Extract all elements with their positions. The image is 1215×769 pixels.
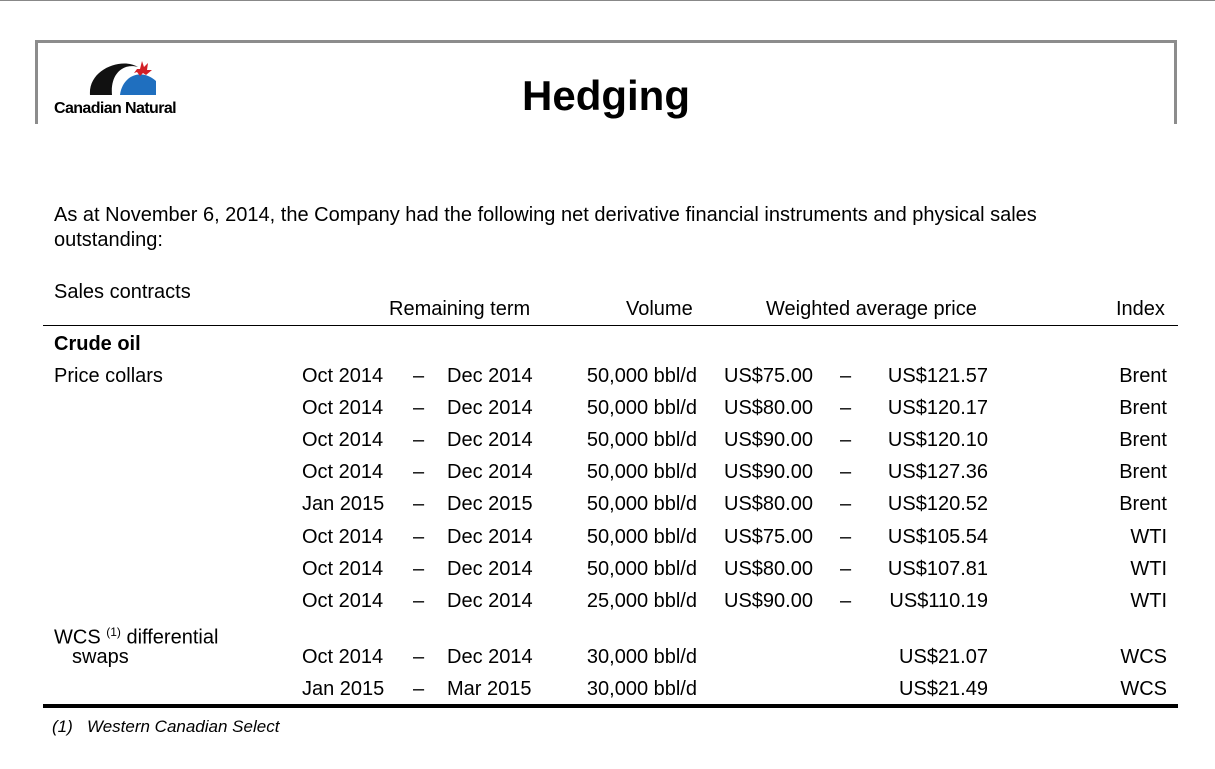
price-ceiling: US$110.19	[889, 589, 988, 612]
col-header-volume: Volume	[626, 298, 693, 320]
price-dash: –	[840, 397, 852, 420]
wcs-label-a: WCS	[54, 626, 101, 649]
volume-cell: 50,000 bbl/d	[586, 429, 697, 452]
footnote	[52, 717, 279, 737]
term-start: Oct 2014	[302, 397, 384, 420]
term-dash: –	[413, 461, 425, 484]
col-header-remaining-term: Remaining term	[389, 298, 531, 320]
index-cell: WCS	[1120, 646, 1167, 668]
collars-label: Price collars	[54, 365, 163, 387]
swap-price: US$21.49	[899, 678, 988, 700]
index-cell: Brent	[1119, 365, 1167, 387]
footnote-marker: (1)	[52, 717, 73, 736]
term-start: Oct 2014	[302, 429, 384, 452]
term-start: Oct 2014	[302, 525, 384, 548]
price-floor: US$90.00	[724, 589, 813, 612]
price-floor: US$80.00	[724, 493, 813, 516]
term-end: Dec 2015	[447, 493, 533, 516]
wcs-footnote-marker: (1)	[106, 625, 121, 639]
index-cell: WTI	[1130, 589, 1167, 612]
price-ceiling: US$120.52	[887, 493, 988, 516]
term-end: Dec 2014	[447, 461, 533, 484]
term-dash: –	[413, 646, 425, 668]
price-ceiling: US$105.54	[887, 525, 988, 548]
volume-cell: 30,000 bbl/d	[586, 646, 697, 668]
logo-text: Canadian Natural	[54, 100, 176, 117]
index-cell: Brent	[1119, 397, 1167, 420]
index-cell: WCS	[1120, 678, 1167, 700]
swap-price: US$21.07	[899, 646, 988, 668]
volume-cell: 50,000 bbl/d	[586, 493, 697, 516]
price-floor: US$90.00	[724, 429, 813, 452]
term-dash: –	[413, 525, 425, 548]
term-dash: –	[413, 557, 425, 580]
price-floor: US$80.00	[724, 557, 813, 580]
term-dash: –	[413, 678, 425, 700]
col-header-index: Index	[1116, 298, 1165, 320]
term-start: Oct 2014	[302, 557, 384, 580]
swaps-label: swaps	[72, 646, 129, 668]
term-dash: –	[413, 493, 425, 516]
volume-cell: 25,000 bbl/d	[586, 589, 697, 612]
term-end: Dec 2014	[447, 525, 533, 548]
price-ceiling: US$107.81	[887, 557, 988, 580]
footnote-text: Western Canadian Select	[86, 717, 280, 736]
price-ceiling: US$127.36	[887, 461, 988, 484]
price-floor: US$80.00	[724, 397, 813, 420]
intro-paragraph: As at November 6, 2014, the Company had the following net derivative financial instruments and physical sales outstanding:	[54, 204, 1037, 251]
term-end: Dec 2014	[447, 429, 533, 452]
term-end: Dec 2014	[447, 646, 533, 668]
price-dash: –	[840, 365, 852, 387]
volume-cell: 50,000 bbl/d	[586, 365, 697, 387]
index-cell: WTI	[1130, 525, 1167, 548]
col-header-price: Weighted average price	[766, 298, 977, 320]
term-dash: –	[413, 397, 425, 420]
index-cell: Brent	[1119, 461, 1167, 484]
volume-cell: 30,000 bbl/d	[586, 678, 697, 700]
volume-cell: 50,000 bbl/d	[586, 525, 697, 548]
term-end: Mar 2015	[447, 678, 532, 700]
page-title: Hedging	[522, 72, 690, 119]
term-dash: –	[413, 429, 425, 452]
term-start: Jan 2015	[302, 493, 385, 516]
term-end: Dec 2014	[447, 397, 533, 420]
price-floor: US$75.00	[724, 525, 813, 548]
table-header-rule	[43, 325, 1178, 326]
index-cell: WTI	[1130, 557, 1167, 580]
header-frame-top	[35, 40, 1177, 43]
price-ceiling: US$120.17	[887, 397, 988, 420]
top-divider	[0, 0, 1215, 1]
price-floor: US$75.00	[724, 365, 813, 387]
volume-cell: 50,000 bbl/d	[586, 461, 697, 484]
term-start: Oct 2014	[302, 461, 384, 484]
term-start: Oct 2014	[302, 365, 384, 387]
price-ceiling: US$121.57	[887, 365, 988, 387]
price-dash: –	[840, 557, 852, 580]
term-start: Jan 2015	[302, 678, 385, 700]
price-floor: US$90.00	[724, 461, 813, 484]
term-start: Oct 2014	[302, 646, 384, 668]
term-end: Dec 2014	[447, 557, 533, 580]
term-dash: –	[413, 365, 425, 387]
price-dash: –	[840, 589, 852, 612]
price-ceiling: US$120.10	[887, 429, 988, 452]
volume-cell: 50,000 bbl/d	[586, 557, 697, 580]
term-end: Dec 2014	[447, 365, 533, 387]
group-label: Crude oil	[54, 333, 141, 355]
section-label: Sales contracts	[54, 281, 191, 303]
volume-cell: 50,000 bbl/d	[586, 397, 697, 420]
wcs-label-b: differential	[126, 626, 219, 649]
term-start: Oct 2014	[302, 589, 384, 612]
price-dash: –	[840, 429, 852, 452]
price-dash: –	[840, 493, 852, 516]
table-bottom-rule	[43, 704, 1178, 708]
index-cell: Brent	[1119, 493, 1167, 516]
price-dash: –	[840, 525, 852, 548]
price-dash: –	[840, 461, 852, 484]
term-dash: –	[413, 589, 425, 612]
term-end: Dec 2014	[447, 589, 533, 612]
index-cell: Brent	[1119, 429, 1167, 452]
